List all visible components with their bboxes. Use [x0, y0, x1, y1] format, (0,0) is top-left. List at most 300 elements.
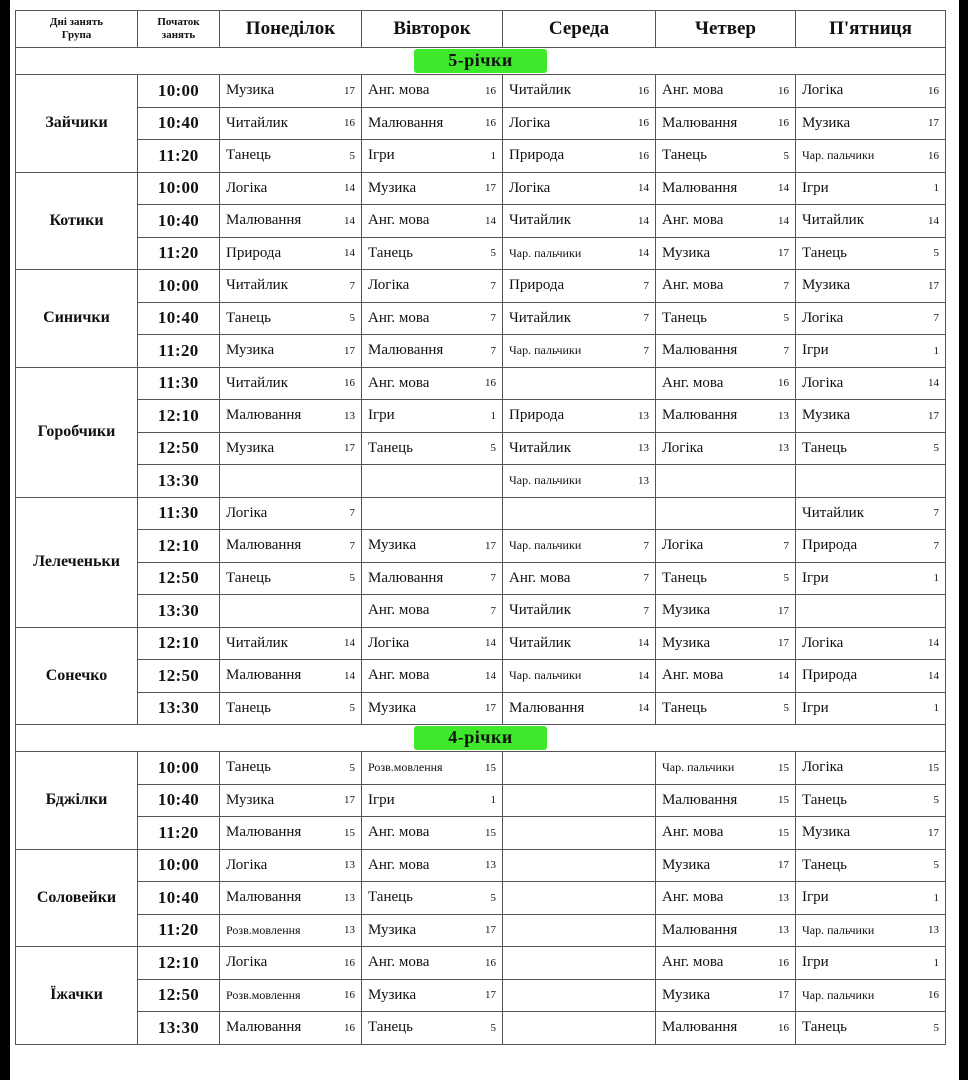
room-number: 7	[349, 507, 355, 520]
table-row	[16, 692, 946, 725]
lesson-cell	[796, 752, 946, 785]
start-time: 13:30	[138, 465, 220, 498]
lesson-cell	[796, 205, 946, 238]
lesson-cell	[796, 660, 946, 693]
lesson-cell	[796, 400, 946, 433]
room-number: 7	[643, 279, 649, 292]
room-number: 13	[638, 442, 649, 455]
subject-name: Музика	[226, 82, 275, 99]
subject-name: Читайлик	[509, 309, 571, 326]
lesson-cell	[796, 784, 946, 817]
subject-name: Читайлик	[509, 439, 571, 456]
start-time: 10:40	[138, 882, 220, 915]
room-number: 17	[928, 279, 939, 292]
lesson-cell	[796, 302, 946, 335]
table-row	[16, 817, 946, 850]
table-row	[16, 784, 946, 817]
start-time: 10:00	[138, 172, 220, 205]
subject-name: Танець	[226, 569, 271, 586]
lesson-cell	[656, 660, 796, 693]
start-time: 11:30	[138, 497, 220, 530]
lesson-cell	[362, 302, 503, 335]
subject-name: Чар. пальчики	[802, 987, 875, 1002]
lesson-cell	[503, 107, 656, 140]
table-row	[16, 849, 946, 882]
lesson-cell	[656, 302, 796, 335]
room-number: 17	[778, 859, 789, 872]
room-number: 7	[643, 539, 649, 552]
table-row	[16, 1012, 946, 1045]
room-number: 15	[344, 826, 355, 839]
subject-name: Анг. мова	[368, 602, 430, 619]
group-header-line1: Дні занять	[49, 16, 104, 28]
subject-name: Анг. мова	[368, 374, 430, 391]
room-number: 5	[783, 572, 789, 585]
lesson-cell	[656, 237, 796, 270]
lesson-cell	[656, 107, 796, 140]
lesson-cell	[220, 270, 362, 303]
room-number: 7	[783, 539, 789, 552]
lesson-cell	[656, 947, 796, 980]
start-time: 12:10	[138, 400, 220, 433]
subject-name: Анг. мова	[509, 569, 571, 586]
subject-name: Малювання	[662, 114, 738, 131]
room-number: 16	[928, 989, 939, 1002]
table-row	[16, 172, 946, 205]
lesson-cell	[503, 75, 656, 108]
subject-name: Малювання	[226, 407, 302, 424]
lesson-cell	[656, 979, 796, 1012]
subject-name: Ігри	[802, 699, 829, 716]
lesson-cell	[503, 979, 656, 1012]
lesson-cell	[220, 627, 362, 660]
lesson-cell	[503, 784, 656, 817]
subject-name: Читайлик	[509, 212, 571, 229]
start-time: 12:50	[138, 660, 220, 693]
room-number: 16	[344, 117, 355, 130]
room-number: 7	[490, 312, 496, 325]
subject-name: Розв.мовлення	[226, 922, 301, 937]
subject-name: Анг. мова	[662, 667, 724, 684]
lesson-cell	[503, 692, 656, 725]
lesson-cell	[796, 367, 946, 400]
lesson-cell	[656, 335, 796, 368]
lesson-cell	[362, 367, 503, 400]
room-number: 5	[933, 442, 939, 455]
room-number: 17	[928, 826, 939, 839]
lesson-cell	[503, 302, 656, 335]
room-number: 16	[928, 149, 939, 162]
room-number: 7	[490, 344, 496, 357]
room-number: 1	[933, 572, 939, 585]
subject-name: Читайлик	[226, 114, 288, 131]
lesson-cell	[220, 692, 362, 725]
table-row	[16, 660, 946, 693]
day-header-thursday: Четвер	[656, 11, 796, 48]
lesson-cell	[362, 627, 503, 660]
room-number: 1	[933, 344, 939, 357]
lesson-cell	[796, 465, 946, 498]
lesson-cell	[220, 784, 362, 817]
subject-name: Ігри	[802, 889, 829, 906]
subject-name: Музика	[662, 244, 711, 261]
subject-name: Анг. мова	[662, 889, 724, 906]
room-number: 7	[643, 604, 649, 617]
start-time: 12:10	[138, 530, 220, 563]
subject-name: Читайлик	[226, 634, 288, 651]
subject-name: Музика	[802, 277, 851, 294]
subject-name: Анг. мова	[662, 954, 724, 971]
room-number: 14	[778, 669, 789, 682]
table-row	[16, 75, 946, 108]
lesson-cell	[220, 335, 362, 368]
room-number: 13	[778, 891, 789, 904]
room-number: 5	[349, 312, 355, 325]
start-time: 10:40	[138, 107, 220, 140]
lesson-cell	[503, 367, 656, 400]
group-name: Котики	[16, 172, 138, 270]
subject-name: Танець	[226, 699, 271, 716]
subject-name: Природа	[509, 147, 565, 164]
room-number: 7	[643, 344, 649, 357]
subject-name: Чар. пальчики	[662, 760, 735, 775]
table-row	[16, 882, 946, 915]
room-number: 16	[638, 149, 649, 162]
lesson-cell	[656, 367, 796, 400]
subject-name: Читайлик	[802, 212, 864, 229]
room-number: 13	[344, 891, 355, 904]
room-number: 5	[933, 247, 939, 260]
time-header-line1: Початок	[157, 16, 200, 28]
lesson-cell	[503, 270, 656, 303]
room-number: 5	[349, 149, 355, 162]
room-number: 5	[933, 859, 939, 872]
room-number: 16	[638, 117, 649, 130]
lesson-cell	[796, 335, 946, 368]
lesson-cell	[796, 237, 946, 270]
subject-name: Логіка	[802, 82, 844, 99]
subject-name: Малювання	[226, 889, 302, 906]
lesson-cell	[503, 400, 656, 433]
room-number: 1	[933, 891, 939, 904]
room-number: 14	[778, 214, 789, 227]
group-name: Синички	[16, 270, 138, 368]
subject-name: Малювання	[509, 699, 585, 716]
table-row	[16, 400, 946, 433]
table-row	[16, 497, 946, 530]
room-number: 7	[783, 344, 789, 357]
subject-name: Анг. мова	[662, 212, 724, 229]
lesson-cell	[503, 817, 656, 850]
room-number: 7	[349, 539, 355, 552]
subject-name: Малювання	[226, 537, 302, 554]
subject-name: Анг. мова	[662, 374, 724, 391]
subject-name: Музика	[662, 986, 711, 1003]
subject-name: Анг. мова	[368, 309, 430, 326]
subject-name: Танець	[802, 791, 847, 808]
lesson-cell	[503, 530, 656, 563]
lesson-cell	[220, 979, 362, 1012]
lesson-cell	[656, 432, 796, 465]
room-number: 14	[344, 669, 355, 682]
subject-name: Малювання	[662, 342, 738, 359]
lesson-cell	[362, 595, 503, 628]
lesson-cell	[656, 400, 796, 433]
table-row	[16, 914, 946, 947]
schedule-table	[15, 10, 946, 1045]
room-number: 16	[485, 84, 496, 97]
room-number: 15	[778, 826, 789, 839]
room-number: 7	[933, 507, 939, 520]
lesson-cell	[362, 562, 503, 595]
room-number: 14	[344, 247, 355, 260]
room-number: 5	[933, 794, 939, 807]
lesson-cell	[362, 784, 503, 817]
subject-name: Ігри	[368, 147, 395, 164]
subject-name: Логіка	[509, 114, 551, 131]
subject-name: Розв.мовлення	[368, 760, 443, 775]
room-number: 13	[485, 859, 496, 872]
lesson-cell	[503, 335, 656, 368]
subject-name: Танець	[802, 856, 847, 873]
room-number: 5	[783, 312, 789, 325]
room-number: 1	[933, 182, 939, 195]
table-row	[16, 335, 946, 368]
lesson-cell	[362, 660, 503, 693]
room-number: 7	[490, 279, 496, 292]
table-row	[16, 107, 946, 140]
room-number: 14	[344, 182, 355, 195]
day-header-wednesday: Середа	[503, 11, 656, 48]
lesson-cell	[656, 595, 796, 628]
subject-name: Танець	[368, 439, 413, 456]
room-number: 7	[490, 572, 496, 585]
subject-name: Ігри	[368, 791, 395, 808]
lesson-cell	[503, 237, 656, 270]
room-number: 7	[349, 279, 355, 292]
room-number: 16	[778, 377, 789, 390]
lesson-cell	[796, 107, 946, 140]
lesson-cell	[656, 172, 796, 205]
room-number: 17	[344, 442, 355, 455]
subject-name: Танець	[368, 889, 413, 906]
start-time: 11:20	[138, 914, 220, 947]
subject-name: Малювання	[226, 1019, 302, 1036]
lesson-cell	[220, 660, 362, 693]
lesson-cell	[220, 562, 362, 595]
subject-name: Малювання	[226, 212, 302, 229]
lesson-cell	[362, 107, 503, 140]
start-time: 13:30	[138, 692, 220, 725]
lesson-cell	[220, 882, 362, 915]
lesson-cell	[656, 562, 796, 595]
subject-name: Анг. мова	[662, 824, 724, 841]
subject-name: Танець	[802, 244, 847, 261]
room-number: 17	[344, 344, 355, 357]
lesson-cell	[796, 75, 946, 108]
lesson-cell	[362, 465, 503, 498]
table-row	[16, 367, 946, 400]
start-time: 10:00	[138, 75, 220, 108]
lesson-cell	[796, 817, 946, 850]
lesson-cell	[656, 752, 796, 785]
subject-name: Малювання	[368, 342, 444, 359]
lesson-cell	[656, 270, 796, 303]
start-time: 11:20	[138, 140, 220, 173]
room-number: 14	[485, 214, 496, 227]
subject-name: Малювання	[662, 407, 738, 424]
lesson-cell	[656, 75, 796, 108]
start-time: 13:30	[138, 595, 220, 628]
subject-name: Чар. пальчики	[802, 922, 875, 937]
lesson-cell	[503, 849, 656, 882]
subject-name: Розв.мовлення	[226, 987, 301, 1002]
lesson-cell	[503, 882, 656, 915]
lesson-cell	[796, 530, 946, 563]
lesson-cell	[503, 497, 656, 530]
age-section-label: 5-річки	[414, 49, 546, 73]
room-number: 7	[933, 539, 939, 552]
room-number: 16	[778, 84, 789, 97]
lesson-cell	[362, 914, 503, 947]
age-section-label: 4-річки	[414, 726, 546, 750]
room-number: 16	[778, 1021, 789, 1034]
lesson-cell	[656, 914, 796, 947]
start-time: 10:00	[138, 849, 220, 882]
subject-name: Чар. пальчики	[509, 473, 582, 488]
room-number: 13	[638, 474, 649, 487]
subject-name: Читайлик	[226, 277, 288, 294]
lesson-cell	[656, 692, 796, 725]
room-number: 5	[349, 702, 355, 715]
subject-name: Музика	[226, 342, 275, 359]
room-number: 5	[783, 702, 789, 715]
subject-name: Музика	[368, 921, 417, 938]
lesson-cell	[796, 1012, 946, 1045]
lesson-cell	[220, 432, 362, 465]
lesson-cell	[503, 1012, 656, 1045]
lesson-cell	[503, 752, 656, 785]
room-number: 15	[485, 761, 496, 774]
table-row	[16, 140, 946, 173]
lesson-cell	[503, 947, 656, 980]
day-header-friday: П'ятниця	[796, 11, 946, 48]
start-time: 12:50	[138, 432, 220, 465]
subject-name: Танець	[226, 147, 271, 164]
lesson-cell	[220, 302, 362, 335]
room-number: 7	[783, 279, 789, 292]
table-row	[16, 302, 946, 335]
room-number: 7	[933, 312, 939, 325]
section-cell	[16, 725, 946, 752]
room-number: 7	[643, 572, 649, 585]
lesson-cell	[796, 914, 946, 947]
subject-name: Анг. мова	[368, 954, 430, 971]
subject-name: Музика	[662, 856, 711, 873]
lesson-cell	[796, 849, 946, 882]
room-number: 17	[778, 247, 789, 260]
lesson-cell	[220, 107, 362, 140]
subject-name: Анг. мова	[368, 856, 430, 873]
lesson-cell	[362, 140, 503, 173]
subject-name: Логіка	[368, 277, 410, 294]
lesson-cell	[220, 367, 362, 400]
room-number: 14	[485, 669, 496, 682]
subject-name: Природа	[802, 537, 858, 554]
lesson-cell	[503, 660, 656, 693]
subject-name: Логіка	[662, 537, 704, 554]
room-number: 15	[485, 826, 496, 839]
subject-name: Музика	[368, 699, 417, 716]
room-number: 13	[344, 859, 355, 872]
subject-name: Малювання	[368, 569, 444, 586]
lesson-cell	[220, 140, 362, 173]
lesson-cell	[362, 205, 503, 238]
room-number: 17	[778, 637, 789, 650]
subject-name: Чар. пальчики	[802, 148, 875, 163]
subject-name: Малювання	[368, 114, 444, 131]
table-row	[16, 237, 946, 270]
start-time: 10:00	[138, 270, 220, 303]
room-number: 14	[638, 702, 649, 715]
room-number: 17	[344, 794, 355, 807]
lesson-cell	[796, 979, 946, 1012]
room-number: 16	[485, 117, 496, 130]
room-number: 5	[490, 891, 496, 904]
lesson-cell	[220, 75, 362, 108]
lesson-cell	[362, 817, 503, 850]
room-number: 1	[933, 702, 939, 715]
lesson-cell	[503, 465, 656, 498]
room-number: 1	[490, 149, 496, 162]
room-number: 17	[928, 409, 939, 422]
start-time: 12:50	[138, 979, 220, 1012]
start-time: 10:40	[138, 302, 220, 335]
lesson-cell	[362, 947, 503, 980]
table-row	[16, 947, 946, 980]
lesson-cell	[220, 817, 362, 850]
group-name: Зайчики	[16, 75, 138, 173]
subject-name: Танець	[662, 309, 707, 326]
subject-name: Читайлик	[509, 634, 571, 651]
group-name: Горобчики	[16, 367, 138, 497]
lesson-cell	[220, 205, 362, 238]
subject-name: Читайлик	[226, 374, 288, 391]
room-number: 16	[928, 84, 939, 97]
lesson-cell	[220, 172, 362, 205]
lesson-cell	[796, 140, 946, 173]
lesson-cell	[796, 497, 946, 530]
room-number: 14	[928, 637, 939, 650]
start-time: 10:40	[138, 784, 220, 817]
subject-name: Читайлик	[509, 602, 571, 619]
header-row	[16, 11, 946, 48]
subject-name: Ігри	[802, 179, 829, 196]
lesson-cell	[362, 75, 503, 108]
lesson-cell	[656, 882, 796, 915]
subject-name: Музика	[662, 602, 711, 619]
lesson-cell	[362, 1012, 503, 1045]
room-number: 14	[485, 637, 496, 650]
subject-name: Музика	[802, 824, 851, 841]
subject-name: Малювання	[662, 179, 738, 196]
subject-name: Музика	[226, 791, 275, 808]
room-number: 16	[344, 956, 355, 969]
room-number: 16	[778, 956, 789, 969]
table-row	[16, 627, 946, 660]
subject-name: Природа	[802, 667, 858, 684]
lesson-cell	[796, 432, 946, 465]
